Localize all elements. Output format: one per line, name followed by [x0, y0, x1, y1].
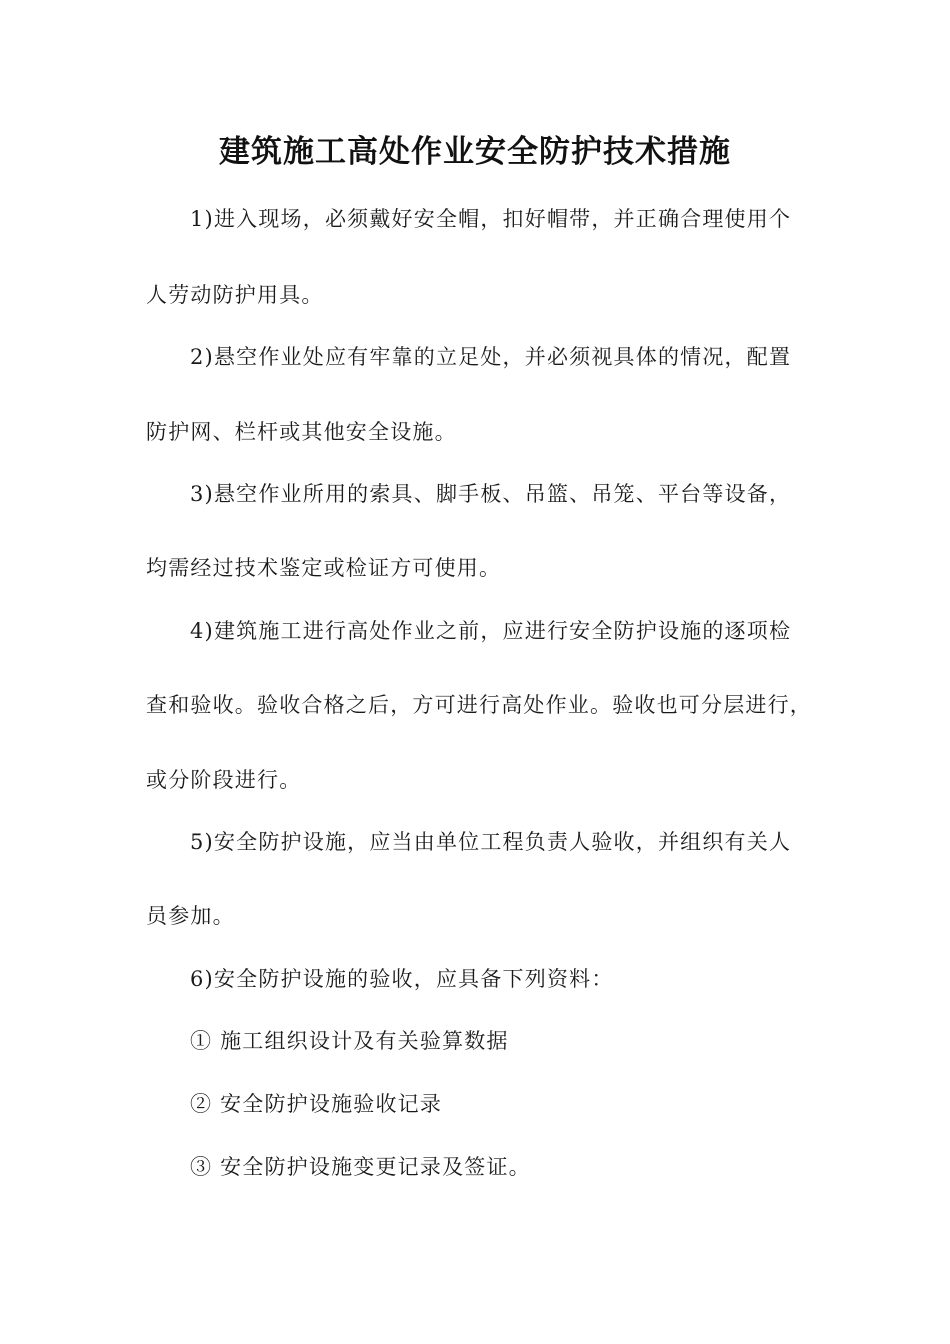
list-item-2: ② 安全防护设施验收记录: [190, 1092, 443, 1116]
paragraph-4-line-1: 4)建筑施工进行高处作业之前，应进行安全防护设施的逐项检: [190, 619, 792, 643]
paragraph-6-line-1: 6)安全防护设施的验收，应具备下列资料：: [190, 967, 614, 991]
document-title: 建筑施工高处作业安全防护技术措施: [219, 134, 731, 170]
paragraph-1-line-2: 人劳动防护用具。: [146, 283, 324, 307]
paragraph-5-line-2: 员参加。: [146, 904, 235, 928]
paragraph-3-line-1: 3)悬空作业所用的索具、脚手板、吊篮、吊笼、平台等设备，: [190, 482, 792, 506]
paragraph-2-line-2: 防护网、栏杆或其他安全设施。: [146, 420, 457, 444]
paragraph-1-line-1: 1)进入现场，必须戴好安全帽，扣好帽带，并正确合理使用个: [190, 207, 792, 231]
list-item-3: ③ 安全防护设施变更记录及签证。: [190, 1155, 531, 1179]
paragraph-4-line-3: 或分阶段进行。: [146, 768, 302, 792]
paragraph-3-line-2: 均需经过技术鉴定或检证方可使用。: [146, 556, 502, 580]
list-item-1: ① 施工组织设计及有关验算数据: [190, 1029, 509, 1053]
paragraph-5-line-1: 5)安全防护设施，应当由单位工程负责人验收，并组织有关人: [190, 830, 792, 854]
paragraph-2-line-1: 2)悬空作业处应有牢靠的立足处，并必须视具体的情况，配置: [190, 345, 792, 369]
paragraph-4-line-2: 查和验收。验收合格之后，方可进行高处作业。验收也可分层进行，: [146, 693, 812, 717]
